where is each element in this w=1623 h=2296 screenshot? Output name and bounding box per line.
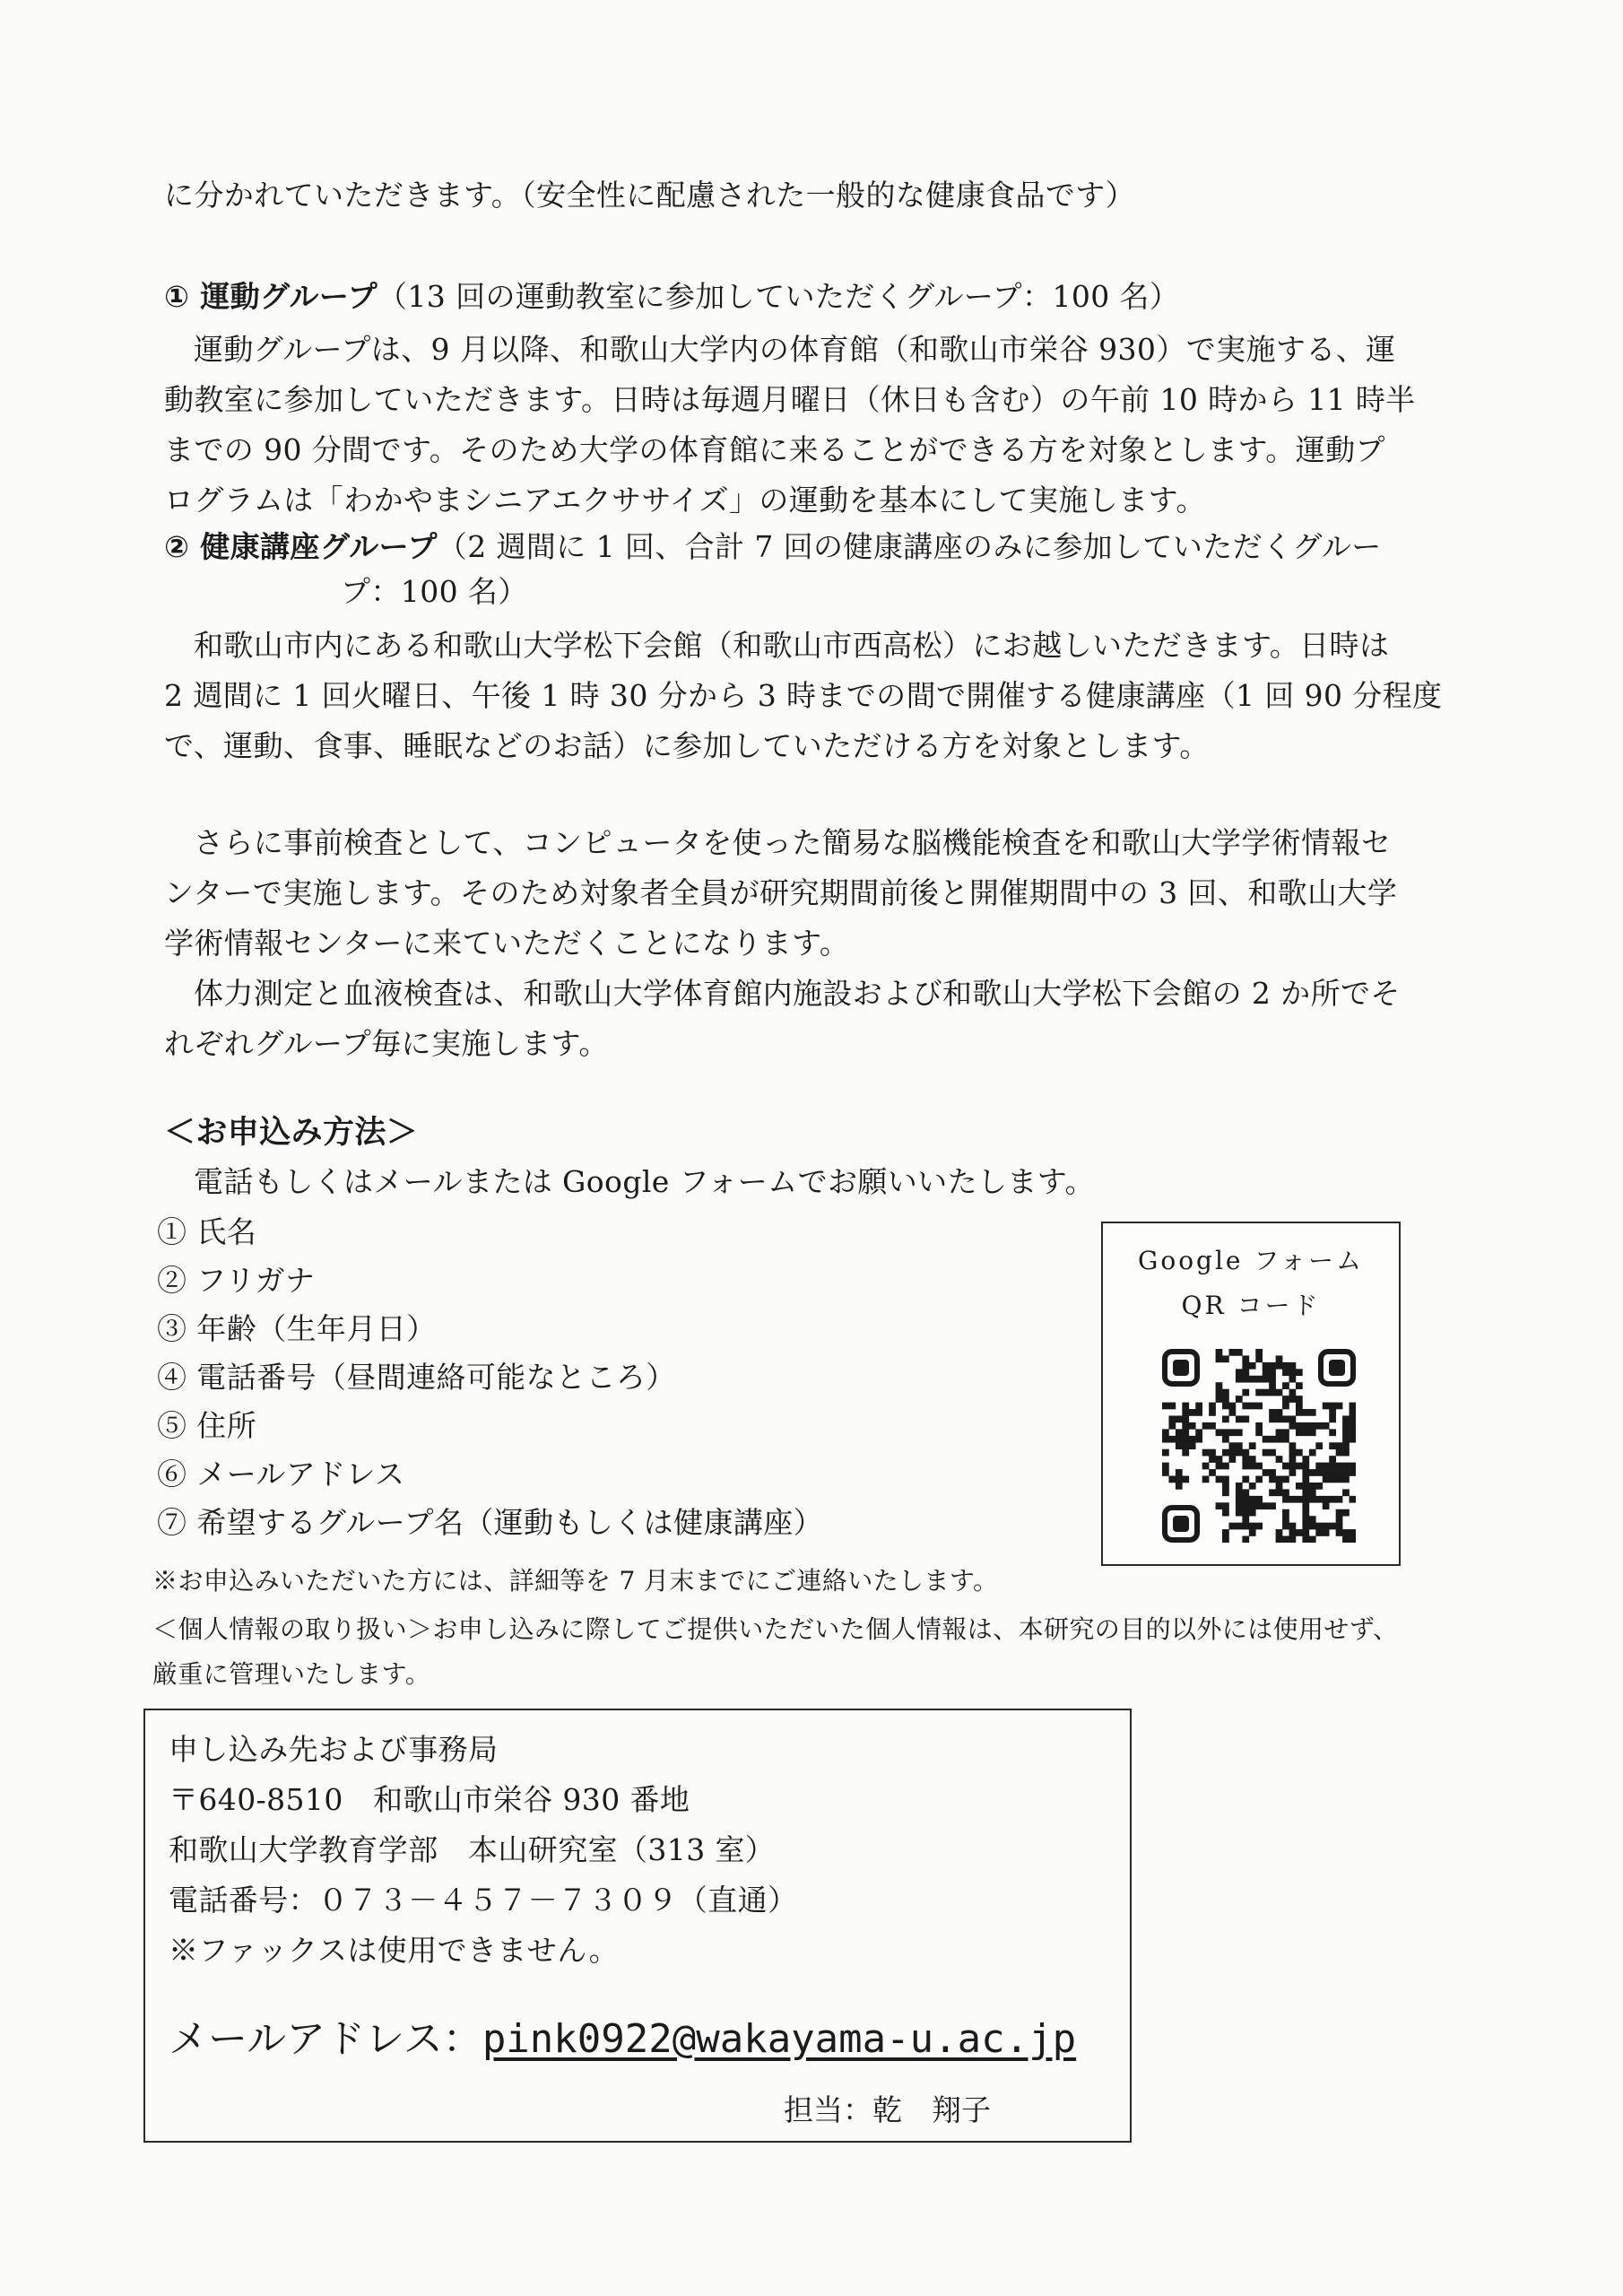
application-item-group: ⑦ 希望するグループ名（運動もしくは健康講座）	[157, 1505, 824, 1540]
contact-title: 申し込み先および事務局	[169, 1732, 499, 1767]
measure-line-1: 体力測定と血液検査は、和歌山大学体育館内施設および和歌山大学松下会館の 2 か所でそ	[194, 976, 1401, 1011]
group1-line-3: までの 90 分間です。そのため大学の体育館に来ることができる方を対象とします。運動プ	[164, 432, 1385, 467]
application-heading: ＜お申込み方法＞	[164, 1115, 419, 1151]
intro-line: に分かれていただきます。（安全性に配慮された一般的な健康食品です）	[164, 178, 1136, 213]
group2-line-3: で、運動、食事、睡眠などのお話）に参加していただける方を対象とします。	[164, 728, 1210, 763]
exam-line-3: 学術情報センターに来ていただくことになります。	[164, 926, 850, 961]
email-link[interactable]: pink0922@wakayama-u.ac.jp	[482, 2016, 1077, 2062]
group2-line-2: 2 週間に 1 回火曜日、午後 1 時 30 分から 3 時までの間で開催する健康講座（1 回 90 分程度	[164, 678, 1443, 713]
contact-staff: 担当：乾 翔子	[784, 2092, 991, 2127]
group2-note-cont: プ：100 名）	[341, 574, 528, 609]
group1-note: （13 回の運動教室に参加していただくグループ：100 名）	[378, 279, 1180, 314]
application-notice: ※お申込みいただいた方には、詳細等を 7 月末までにご連絡いたします。	[152, 1566, 999, 1596]
application-item-name: ① 氏名	[157, 1214, 257, 1249]
group2-heading	[164, 529, 1382, 565]
contact-postal: 〒640-8510 和歌山市栄谷 930 番地	[169, 1782, 690, 1817]
contact-phone: 電話番号：０７３－４５７－７３０９（直通）	[169, 1883, 798, 1918]
exam-line-2: ンターで実施します。そのため対象者全員が研究期間前後と開催期間中の 3 回、和歌山大学	[164, 875, 1398, 910]
qr-code-box	[1101, 1222, 1401, 1566]
contact-box	[143, 1709, 1132, 2143]
qr-title-qr-code: QR コード	[1181, 1291, 1321, 1320]
contact-email-row	[169, 2006, 1076, 2064]
privacy-line-1: ＜個人情報の取り扱い＞お申し込みに際してご提供いただいた個人情報は、本研究の目的以外には使用せず、	[152, 1614, 1399, 1644]
group2-title: ② 健康講座グループ	[164, 529, 438, 564]
application-lead: 電話もしくはメールまたは Google フォームでお願いいたします。	[194, 1164, 1095, 1199]
application-item-age: ③ 年齢（生年月日）	[157, 1311, 437, 1346]
contact-fax-note: ※ファックスは使用できません。	[169, 1933, 619, 1968]
contact-dept: 和歌山大学教育学部 本山研究室（313 室）	[169, 1832, 776, 1867]
measure-line-2: れぞれグループ毎に実施します。	[164, 1026, 609, 1061]
group1-heading	[164, 279, 1179, 315]
exam-line-1: さらに事前検査として、コンピュータを使った簡易な脳機能検査を和歌山大学学術情報セ	[194, 825, 1392, 860]
group1-line-4: ログラムは「わかやまシニアエクササイズ」の運動を基本にして実施します。	[164, 483, 1206, 517]
group1-title: ① 運動グループ	[164, 279, 378, 314]
application-item-email: ⑥ メールアドレス	[157, 1457, 405, 1492]
application-item-furigana: ② フリガナ	[157, 1263, 316, 1298]
group2-note: （2 週間に 1 回、合計 7 回の健康講座のみに参加していただくグルー	[437, 529, 1382, 564]
qr-code-icon[interactable]	[1162, 1349, 1356, 1543]
email-label: メールアドレス：	[169, 2016, 482, 2062]
privacy-line-2: 厳重に管理いたします。	[152, 1659, 431, 1689]
application-item-phone: ④ 電話番号（昼間連絡可能なところ）	[157, 1360, 676, 1395]
group1-line-2: 動教室に参加していただきます。日時は毎週月曜日（休日も含む）の午前 10 時から 11 時半	[164, 382, 1416, 417]
group1-line-1: 運動グループは、9 月以降、和歌山大学内の体育館（和歌山市栄谷 930）で実施する、運	[194, 332, 1396, 367]
group2-line-1: 和歌山市内にある和歌山大学松下会館（和歌山市西高松）にお越しいただきます。日時は	[194, 628, 1390, 663]
qr-title-google-form: Google フォーム	[1137, 1246, 1365, 1275]
application-item-address: ⑤ 住所	[157, 1408, 257, 1443]
